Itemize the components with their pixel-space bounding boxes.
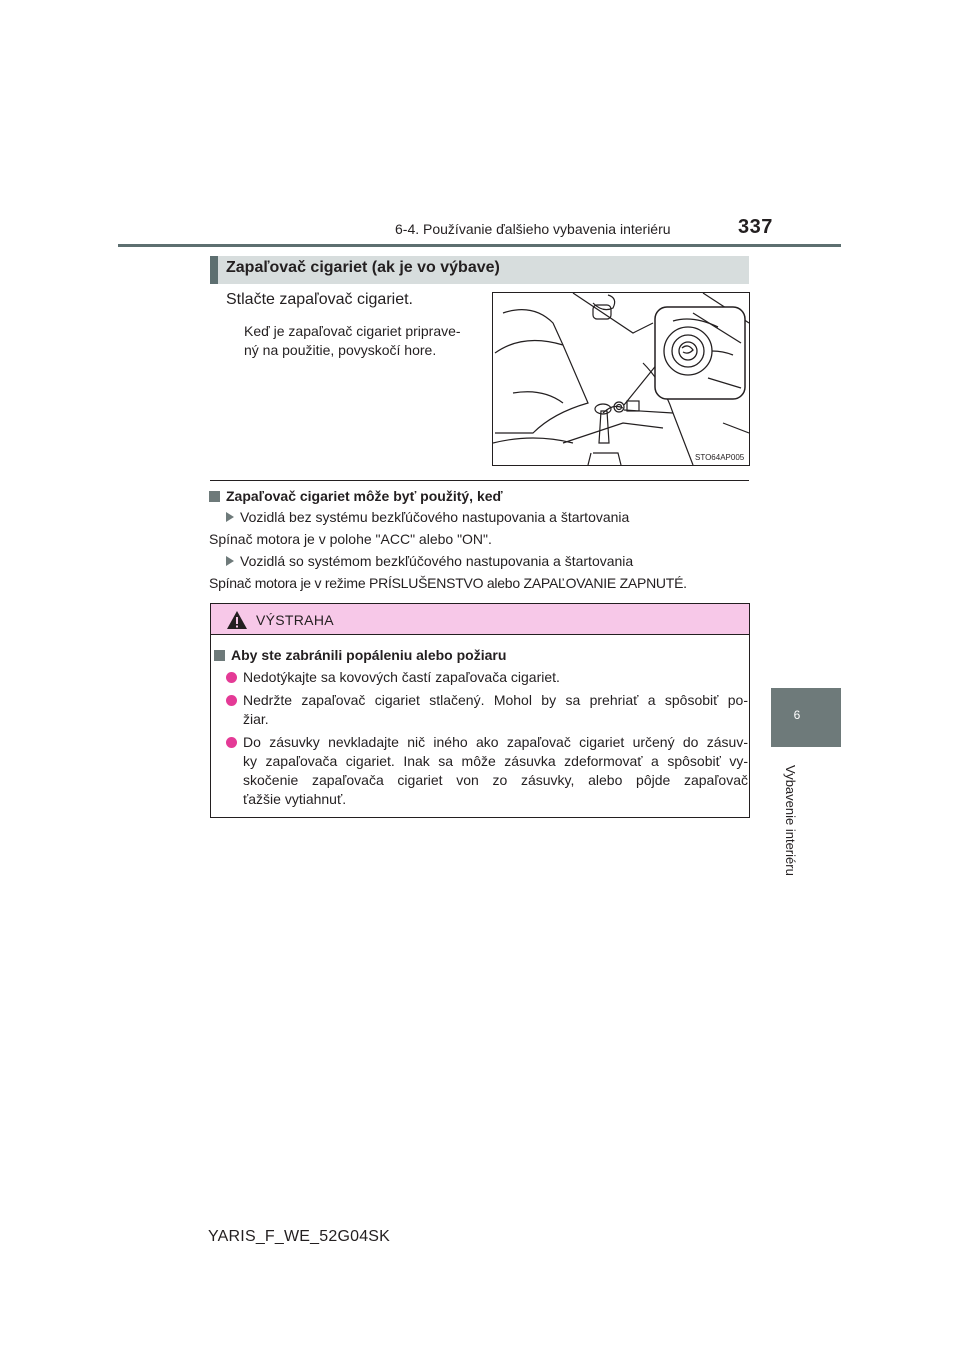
option-label: [226, 509, 629, 525]
bullet-dot-icon: [226, 695, 237, 706]
option-text: Spínač motora je v režime PRÍSLUŠENSTVO alebo ZAPAĽOVANIE ZAPNUTÉ.: [209, 575, 687, 591]
option-label: [226, 553, 633, 569]
section-heading: [210, 256, 749, 284]
dashboard-drawing: [493, 293, 749, 465]
block-divider: [210, 480, 749, 481]
triangle-bullet-icon: [226, 512, 234, 522]
option-text: Spínač motora je v polohe "ACC" alebo "ON".: [209, 531, 492, 547]
chapter-tab-label: Vybavenie interiéru: [783, 765, 798, 876]
cigarette-lighter-illustration: [492, 292, 750, 466]
figure-code: STO64AP005: [695, 453, 745, 462]
chapter-tab-number: 6: [793, 708, 801, 722]
step-note-line: Keď je zapaľovač cigariet priprave-: [244, 323, 461, 339]
step-note-line: ný na použitie, povyskočí hore.: [244, 342, 437, 358]
warning-bullet-text: Nedržte zapaľovač cigariet stlačený. Mohol by sa prehriať a spôsobiť po- žiar.: [243, 692, 748, 727]
warning-triangle-icon: [226, 610, 248, 630]
square-bullet-icon: [209, 491, 220, 502]
warning-subheading-text: Aby ste zabránili popáleniu alebo požiaru: [231, 647, 507, 663]
document-code: YARIS_F_WE_52G04SK: [208, 1228, 391, 1245]
step-instruction: Stlačte zapaľovač cigariet.: [226, 291, 413, 308]
info-heading-text: Zapaľovač cigariet môže byť použitý, keď: [226, 488, 503, 504]
triangle-bullet-icon: [226, 556, 234, 566]
step-note: [244, 322, 484, 360]
bullet-dot-icon: [226, 737, 237, 748]
chapter-tab: [771, 688, 841, 747]
running-header-section: 6-4. Používanie ďalšieho vybavenia interiéru: [395, 221, 671, 237]
option-label-text: Vozidlá bez systému bezkľúčového nastupovania a štartovania: [240, 509, 630, 525]
warning-bullet-text: Do zásuvky nevkladajte nič iného ako zapaľovač cigariet určený do zásuv- ky zapaľovača cigariet. Inak sa môže zásuvka zdeformovať a spôsobiť vy- skočenie zapaľovača cigariet von zo zásuvky, alebo pôjde zapaľovač ťažšie vytiahnuť.: [243, 734, 748, 807]
bullet-dot-icon: [226, 672, 237, 683]
square-bullet-icon: [214, 650, 225, 661]
warning-title: VÝSTRAHA: [256, 612, 334, 628]
header-rule: [118, 244, 841, 247]
info-heading: [209, 488, 503, 504]
warning-subheading: [214, 647, 506, 663]
option-label-text: Vozidlá so systémom bezkľúčového nastupovania a štartovania: [240, 553, 634, 569]
section-heading-text: Zapaľovač cigariet (ak je vo výbave): [226, 259, 500, 276]
page-number: 337: [738, 216, 773, 238]
warning-bullet-text: Nedotýkajte sa kovových častí zapaľovača cigariet.: [243, 669, 560, 685]
